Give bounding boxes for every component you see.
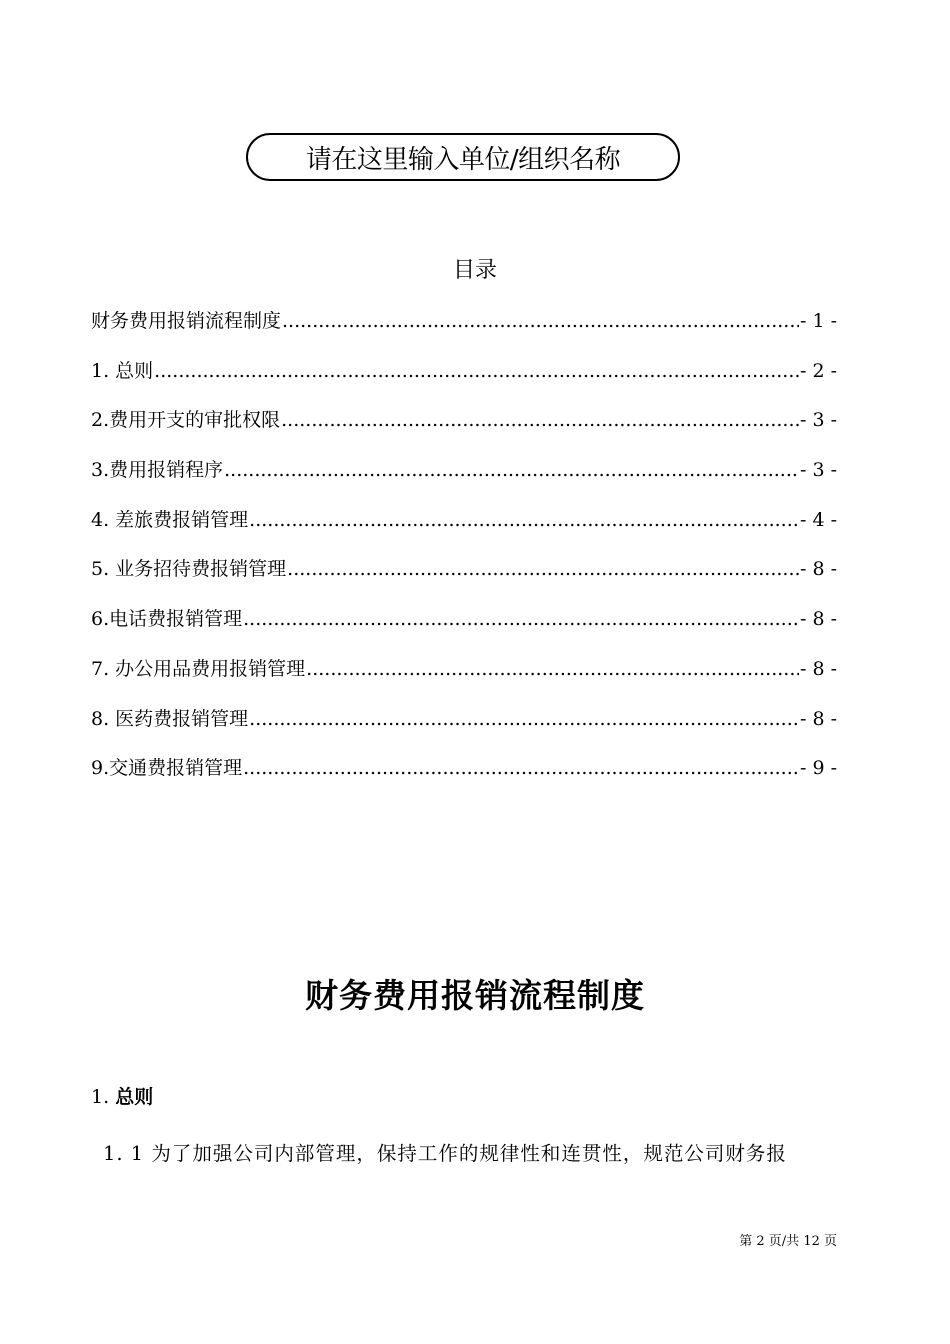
toc-entry[interactable] bbox=[91, 706, 837, 756]
toc-dot-leader bbox=[154, 358, 799, 384]
organization-name-placeholder: 请在这里输入单位/组织名称 bbox=[246, 133, 680, 181]
section-title: 总则 bbox=[115, 1086, 154, 1108]
toc-dot-leader bbox=[281, 407, 799, 433]
toc-entry-label: 7. 办公用品费用报销管理 bbox=[91, 657, 306, 680]
toc-entry-label: 6.电话费报销管理 bbox=[91, 608, 243, 631]
toc-dot-leader bbox=[287, 556, 799, 582]
toc-dot-leader bbox=[243, 606, 799, 632]
toc-entry-label: 9.交通费报销管理 bbox=[91, 757, 243, 780]
toc-entry[interactable] bbox=[91, 308, 837, 358]
toc-entry-label: 3.费用报销程序 bbox=[91, 459, 224, 482]
toc-entry[interactable] bbox=[91, 755, 837, 805]
toc-entry-label: 5. 业务招待费报销管理 bbox=[91, 558, 287, 581]
document-title: 财务费用报销流程制度 bbox=[305, 976, 645, 1015]
toc-dot-leader bbox=[249, 507, 799, 533]
section-heading bbox=[91, 1082, 153, 1109]
toc-entry-label: 1. 总则 bbox=[91, 359, 154, 382]
table-of-contents bbox=[91, 308, 837, 805]
toc-entry[interactable] bbox=[91, 358, 837, 408]
toc-dot-leader bbox=[249, 706, 799, 732]
toc-entry-page: - 3 - bbox=[799, 459, 837, 482]
toc-dot-leader bbox=[224, 457, 799, 483]
section-number: 1. bbox=[91, 1086, 110, 1108]
body-paragraph: 1. 1 为了加强公司内部管理，保持工作的规律性和连贯性，规范公司财务报 bbox=[103, 1142, 787, 1165]
toc-entry[interactable] bbox=[91, 407, 837, 457]
toc-entry-page: - 2 - bbox=[799, 359, 837, 382]
page-footer: 第 2 页/共 12 页 bbox=[739, 1234, 837, 1249]
toc-entry-page: - 1 - bbox=[799, 310, 837, 332]
toc-entry-page: - 9 - bbox=[799, 757, 837, 780]
toc-dot-leader bbox=[243, 755, 799, 781]
toc-entry-label: 财务费用报销流程制度 bbox=[91, 310, 282, 332]
toc-dot-leader bbox=[282, 308, 799, 334]
toc-entry-page: - 3 - bbox=[799, 409, 837, 432]
toc-entry-page: - 4 - bbox=[799, 508, 837, 531]
toc-entry-page: - 8 - bbox=[799, 657, 837, 680]
toc-entry-label: 4. 差旅费报销管理 bbox=[91, 508, 249, 531]
toc-entry[interactable] bbox=[91, 606, 837, 656]
toc-entry[interactable] bbox=[91, 507, 837, 557]
toc-entry-page: - 8 - bbox=[799, 608, 837, 631]
toc-entry[interactable] bbox=[91, 656, 837, 706]
toc-entry[interactable] bbox=[91, 556, 837, 606]
toc-entry-label: 2.费用开支的审批权限 bbox=[91, 409, 281, 432]
toc-entry[interactable] bbox=[91, 457, 837, 507]
toc-dot-leader bbox=[306, 656, 799, 682]
toc-entry-label: 8. 医药费报销管理 bbox=[91, 707, 249, 730]
toc-entry-page: - 8 - bbox=[799, 707, 837, 730]
toc-entry-page: - 8 - bbox=[799, 558, 837, 581]
toc-title: 目录 bbox=[452, 258, 497, 283]
